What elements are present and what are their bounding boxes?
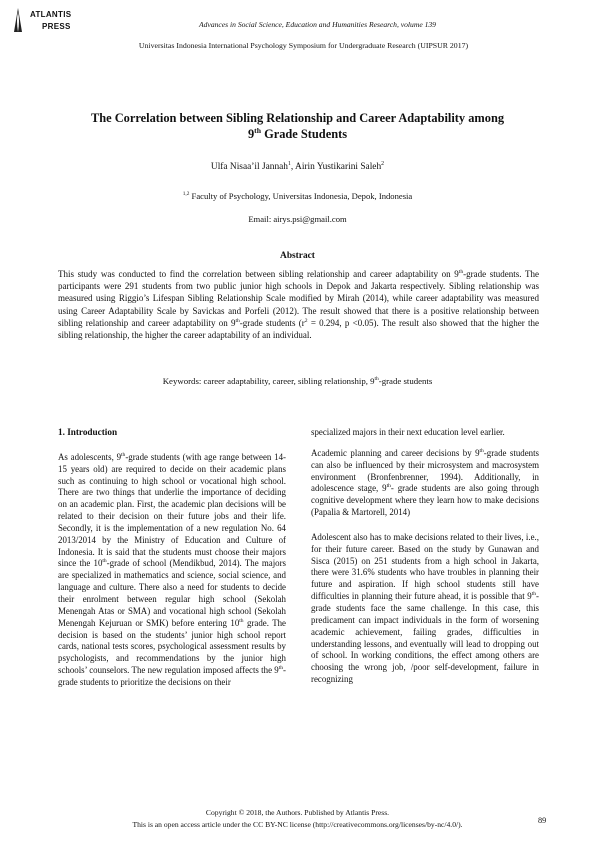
right-column — [311, 427, 539, 695]
abstract-text: This study was conducted to find the correlation between sibling relationship and career adaptability on 9th-grade students. The participants were 291 students from two public junior high schools in Depok and Jakarta respectively. Sibling relationship was measured using Riggio’s Lifespan Sibling Relationship Scale modified by Mirah (2014), while career adaptability was measured using Career Adaptability Scale by Savickas and Porfeli (2012). The result showed that there is a positive relationship between sibling relationship and career adaptability on 9th-grade students ($r^2 = 0.294$, p <0.05). The result also showed that the higher the sibling relationship, the higher the career adaptability of an individual. — [58, 269, 540, 341]
keywords: Keywords: career adaptability, career, sibling relationship, 9th-grade students — [162, 376, 433, 386]
contact-email: Email: airys.psi@gmail.com — [248, 214, 347, 224]
page-number: 89 — [538, 816, 547, 825]
logo-line-2: PRESS — [42, 22, 71, 31]
logo-line-1: ATLANTIS — [30, 10, 72, 19]
footer-license: This is an open access article under the CC BY-NC license (http://creativecommons.org/licenses/by-nc/4.0/). — [132, 820, 463, 829]
affiliation: $^{1,2}$ Faculty of Psychology, Universitas Indonesia, Depok, Indonesia — [182, 191, 413, 201]
abstract-heading: Abstract — [280, 251, 315, 261]
intro-paragraph-3: Adolescent also has to make decisions related to their lives, i.e., for their future career. Based on the study by Gunawan and Sisca (2015) on 251 students from a high school in Jakarta, there were 31.6% students who have troubles in planning their future and aspiration. If high school students still have difficulties in planning their future ahead, it is possible that 9th-grade students face the same challenge. In this case, this predicament can impact individuals in the form of worsening academic achievement, failing grades, difficulties in understanding lessons, and eventually will lead to dropping out of school. In working conditions, the effect among others are choosing the wrong job, /poor self-development, failure in recognizing — [311, 531, 539, 685]
intro-paragraph-1-cont: specialized majors in their next education level earlier. — [311, 427, 505, 437]
title-line-1: The Correlation between Sibling Relationship and Career Adaptability among — [90, 111, 505, 125]
intro-paragraph-1: As adolescents, 9th-grade students (with age range between 14-15 years old) are required to decide on their academic plans such as continuing to high school or vocational high school. There are two things that underlie the importance of deciding on an academic plan. First, the academic plan decisions will be related to their decision on their future jobs and their life. Secondly, it is the implementation of a new regulation No. 64 2013/2014 by the Ministry of Education and Culture of Indonesia. It is said that the students must choose their majors since the 10th-grade of school (Mendikbud, 2014). The majors are specialized in mathematics and science, social science, and language and culture. There also a need for students to decide their enrolment between regular high school (Sekolah Menengah Atas or SMA) and vocational high school (Sekolah Menengah Kejuruan or SMK) before entering 10th grade. The decision is based on the students’ junior high school report cards, national tests scores, psychological assessment results by psychologists, and recommendations by the junior high schools’ counselors. The new regulation imposed affects the 9th-grade students to prioritize the decisions on their — [58, 451, 287, 687]
intro-paragraph-2: Academic planning and career decisions by 9th-grade students can also be influenced by their microsystem and macrosystem environment (Bronfenbrenner, 1994). Additionally, in adolescence stage, 9th- grade students are also going through cognitive development where they learn how to make decisions (Papalia & Martorell, 2014) — [311, 447, 539, 518]
author-list: Ulfa Nisaa’il Jannah$^1$, Airin Yustikarini Saleh$^2$ — [210, 160, 385, 172]
footer-copyright: Copyright © 2018, the Authors. Published by Atlantis Press. — [205, 808, 390, 817]
paper-title: The Correlation between Sibling Relationship and Career Adaptability among 9th Grade Students — [90, 111, 505, 141]
section-heading-introduction: 1. Introduction — [58, 427, 118, 437]
conference-header: Universitas Indonesia International Psychology Symposium for Undergraduate Research (UIPSUR 2017) — [138, 41, 469, 50]
left-column — [58, 427, 286, 698]
journal-header: Advances in Social Science, Education and Humanities Research, volume 139 — [199, 20, 436, 29]
